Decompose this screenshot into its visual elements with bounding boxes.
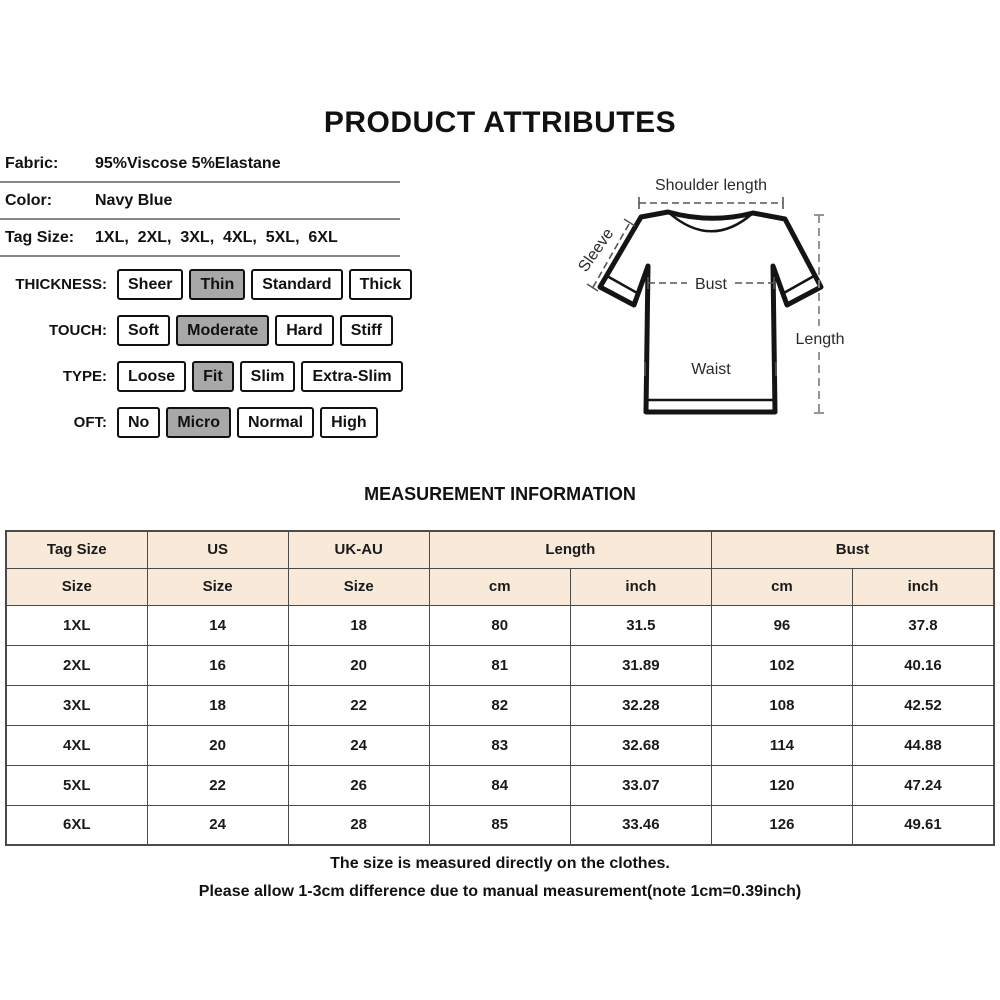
option-chip-normal[interactable]: Normal xyxy=(237,407,314,438)
cell-2xl-6: 40.16 xyxy=(852,645,994,685)
option-row-label-type: TYPE: xyxy=(62,367,107,385)
tshirt-measurement-diagram xyxy=(560,150,1000,470)
cell-3xl-4: 32.28 xyxy=(570,685,711,725)
option-chip-thick[interactable]: Thick xyxy=(349,269,413,300)
header-cell-length: Length xyxy=(429,531,711,568)
tag-size-value: 1XL, 2XL, 3XL, 4XL, 5XL, 6XL xyxy=(95,228,338,246)
length-measure-line xyxy=(814,215,824,413)
size-table xyxy=(5,530,995,846)
cell-5xl-4: 33.07 xyxy=(570,765,711,805)
measurement-heading: MEASUREMENT INFORMATION xyxy=(364,484,636,504)
option-row-label-touch: TOUCH: xyxy=(48,321,107,339)
cell-1xl-2: 18 xyxy=(288,605,429,645)
size-table-body xyxy=(6,605,994,845)
cell-5xl-0: 5XL xyxy=(6,765,147,805)
option-chip-high[interactable]: High xyxy=(320,407,378,438)
option-rows xyxy=(0,268,430,438)
cell-2xl-2: 20 xyxy=(288,645,429,685)
cell-3xl-6: 42.52 xyxy=(852,685,994,725)
sleeve-label: Sleeve xyxy=(575,225,618,276)
cell-5xl-2: 26 xyxy=(288,765,429,805)
option-chip-extra-slim[interactable]: Extra-Slim xyxy=(301,361,402,392)
cell-4xl-6: 44.88 xyxy=(852,725,994,765)
table-row-1xl xyxy=(6,605,994,645)
length-label: Length xyxy=(795,331,845,348)
table-row-4xl xyxy=(6,725,994,765)
cell-3xl-0: 3XL xyxy=(6,685,147,725)
subheader-cell-4-inch: inch xyxy=(570,568,711,605)
footer-note-1: The size is measured directly on the clothes. xyxy=(330,855,670,872)
cell-5xl-5: 120 xyxy=(711,765,852,805)
cell-1xl-4: 31.5 xyxy=(570,605,711,645)
cell-4xl-2: 24 xyxy=(288,725,429,765)
cell-3xl-1: 18 xyxy=(147,685,288,725)
cell-1xl-6: 37.8 xyxy=(852,605,994,645)
cell-6xl-1: 24 xyxy=(147,805,288,845)
fabric-row xyxy=(0,146,400,183)
subheader-cell-0-size: Size xyxy=(6,568,147,605)
attributes-panel xyxy=(0,146,400,257)
table-row-2xl xyxy=(6,645,994,685)
option-row-oft xyxy=(0,406,430,438)
cell-5xl-6: 47.24 xyxy=(852,765,994,805)
header-cell-bust: Bust xyxy=(711,531,994,568)
cell-1xl-1: 14 xyxy=(147,605,288,645)
option-chip-soft[interactable]: Soft xyxy=(117,315,170,346)
shoulder-length-label: Shoulder length xyxy=(654,177,768,194)
cell-4xl-1: 20 xyxy=(147,725,288,765)
option-chip-fit[interactable]: Fit xyxy=(192,361,234,392)
cell-2xl-0: 2XL xyxy=(6,645,147,685)
subheader-cell-5-cm: cm xyxy=(711,568,852,605)
fabric-label: Fabric: xyxy=(5,154,59,172)
color-row xyxy=(0,183,400,220)
table-row-5xl xyxy=(6,765,994,805)
tshirt-diagram-svg xyxy=(560,150,1000,470)
option-chip-moderate[interactable]: Moderate xyxy=(176,315,269,346)
header-cell-us: US xyxy=(147,531,288,568)
option-chip-stiff[interactable]: Stiff xyxy=(340,315,393,346)
footer-notes xyxy=(0,850,1000,906)
subheader-cell-1-size: Size xyxy=(147,568,288,605)
fabric-value: 95%Viscose 5%Elastane xyxy=(95,154,281,172)
cell-2xl-1: 16 xyxy=(147,645,288,685)
option-chip-loose[interactable]: Loose xyxy=(117,361,186,392)
cell-3xl-5: 108 xyxy=(711,685,852,725)
option-chip-micro[interactable]: Micro xyxy=(166,407,231,438)
subheader-cell-3-cm: cm xyxy=(429,568,570,605)
option-chips-thickness xyxy=(117,269,418,300)
option-row-label-thickness: THICKNESS: xyxy=(15,275,107,293)
option-row-type xyxy=(0,360,430,392)
option-chips-oft xyxy=(117,407,384,438)
cell-5xl-3: 84 xyxy=(429,765,570,805)
header-cell-tag-size: Tag Size xyxy=(6,531,147,568)
tag-size-label: Tag Size: xyxy=(5,228,75,246)
cell-3xl-3: 82 xyxy=(429,685,570,725)
option-chip-no[interactable]: No xyxy=(117,407,160,438)
page-title: PRODUCT ATTRIBUTES xyxy=(323,106,677,139)
size-table-head xyxy=(6,531,994,605)
option-chip-slim[interactable]: Slim xyxy=(240,361,296,392)
cell-6xl-0: 6XL xyxy=(6,805,147,845)
cell-1xl-5: 96 xyxy=(711,605,852,645)
subheader-cell-6-inch: inch xyxy=(852,568,994,605)
bust-label: Bust xyxy=(694,276,728,293)
cell-2xl-5: 102 xyxy=(711,645,852,685)
cell-1xl-3: 80 xyxy=(429,605,570,645)
cell-5xl-1: 22 xyxy=(147,765,288,805)
waist-label: Waist xyxy=(691,361,731,378)
cell-6xl-6: 49.61 xyxy=(852,805,994,845)
header-cell-uk-au: UK-AU xyxy=(288,531,429,568)
color-value: Navy Blue xyxy=(95,191,173,209)
table-row-6xl xyxy=(6,805,994,845)
option-row-thickness xyxy=(0,268,430,300)
subheader-cell-2-size: Size xyxy=(288,568,429,605)
option-chip-standard[interactable]: Standard xyxy=(251,269,342,300)
cell-6xl-4: 33.46 xyxy=(570,805,711,845)
table-row-3xl xyxy=(6,685,994,725)
cell-6xl-2: 28 xyxy=(288,805,429,845)
cell-4xl-3: 83 xyxy=(429,725,570,765)
option-chip-sheer[interactable]: Sheer xyxy=(117,269,183,300)
cell-4xl-5: 114 xyxy=(711,725,852,765)
option-row-touch xyxy=(0,314,430,346)
tag-size-row xyxy=(0,220,400,257)
option-chips-type xyxy=(117,361,409,392)
color-label: Color: xyxy=(5,191,53,209)
cell-1xl-0: 1XL xyxy=(6,605,147,645)
option-chip-hard[interactable]: Hard xyxy=(275,315,333,346)
cell-2xl-3: 81 xyxy=(429,645,570,685)
cell-6xl-3: 85 xyxy=(429,805,570,845)
tshirt-outline xyxy=(600,212,821,412)
cell-6xl-5: 126 xyxy=(711,805,852,845)
table-header-row-1 xyxy=(6,531,994,568)
option-chips-touch xyxy=(117,315,399,346)
shoulder-measure-line xyxy=(639,197,783,209)
option-chip-thin[interactable]: Thin xyxy=(189,269,245,300)
footer-note-2: Please allow 1-3cm difference due to manual measurement(note 1cm=0.39inch) xyxy=(198,883,802,900)
table-header-row-2 xyxy=(6,568,994,605)
cell-2xl-4: 31.89 xyxy=(570,645,711,685)
cell-4xl-4: 32.68 xyxy=(570,725,711,765)
cell-3xl-2: 22 xyxy=(288,685,429,725)
cell-4xl-0: 4XL xyxy=(6,725,147,765)
option-row-label-oft: OFT: xyxy=(73,413,107,431)
